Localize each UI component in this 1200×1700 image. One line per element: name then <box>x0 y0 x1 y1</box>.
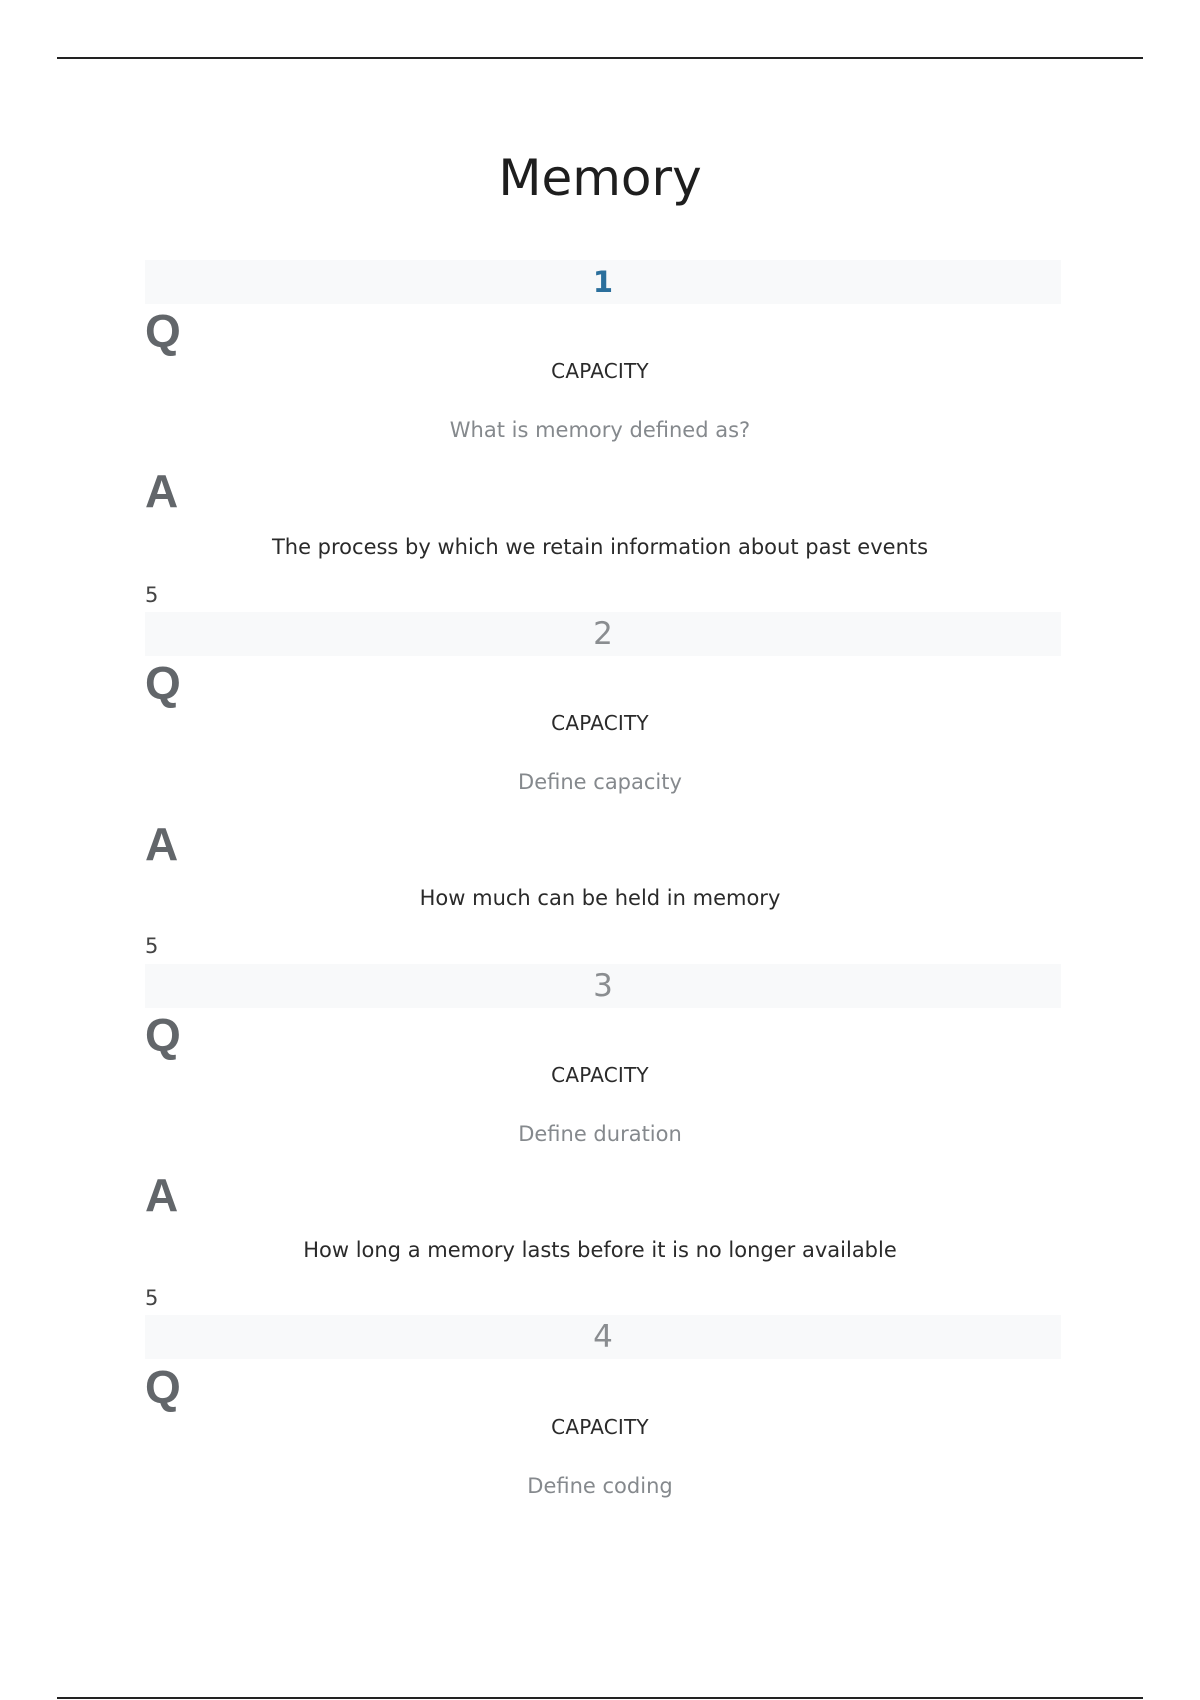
card-category: CAPACITY <box>551 1415 649 1439</box>
card-rating: 5 <box>145 934 159 958</box>
top-rule <box>57 57 1143 59</box>
question-marker: Q <box>145 657 181 709</box>
card-category: CAPACITY <box>551 711 649 735</box>
bottom-rule <box>57 1697 1143 1699</box>
card-category: CAPACITY <box>551 1063 649 1087</box>
question-marker: Q <box>145 305 181 357</box>
card-question: Define capacity <box>518 770 682 794</box>
card-question: Define duration <box>518 1122 682 1146</box>
card-number-4: 4 <box>145 1315 1061 1359</box>
card-number-2: 2 <box>145 612 1061 656</box>
answer-marker: A <box>145 818 179 870</box>
card-question: Define coding <box>527 1474 673 1498</box>
card-rating: 5 <box>145 1286 159 1310</box>
card-question: What is memory defined as? <box>449 418 751 442</box>
answer-marker: A <box>145 1169 179 1221</box>
answer-marker: A <box>145 465 179 517</box>
card-answer: How long a memory lasts before it is no longer available <box>303 1238 897 1262</box>
card-category: CAPACITY <box>551 359 649 383</box>
question-marker: Q <box>145 1009 181 1061</box>
card-answer: The process by which we retain information about past events <box>271 535 929 559</box>
card-number-3: 3 <box>145 964 1061 1008</box>
page-title: Memory <box>498 149 702 207</box>
card-answer: How much can be held in memory <box>419 886 781 910</box>
card-rating: 5 <box>145 583 159 607</box>
card-number-1: 1 <box>145 260 1061 304</box>
question-marker: Q <box>145 1361 181 1413</box>
